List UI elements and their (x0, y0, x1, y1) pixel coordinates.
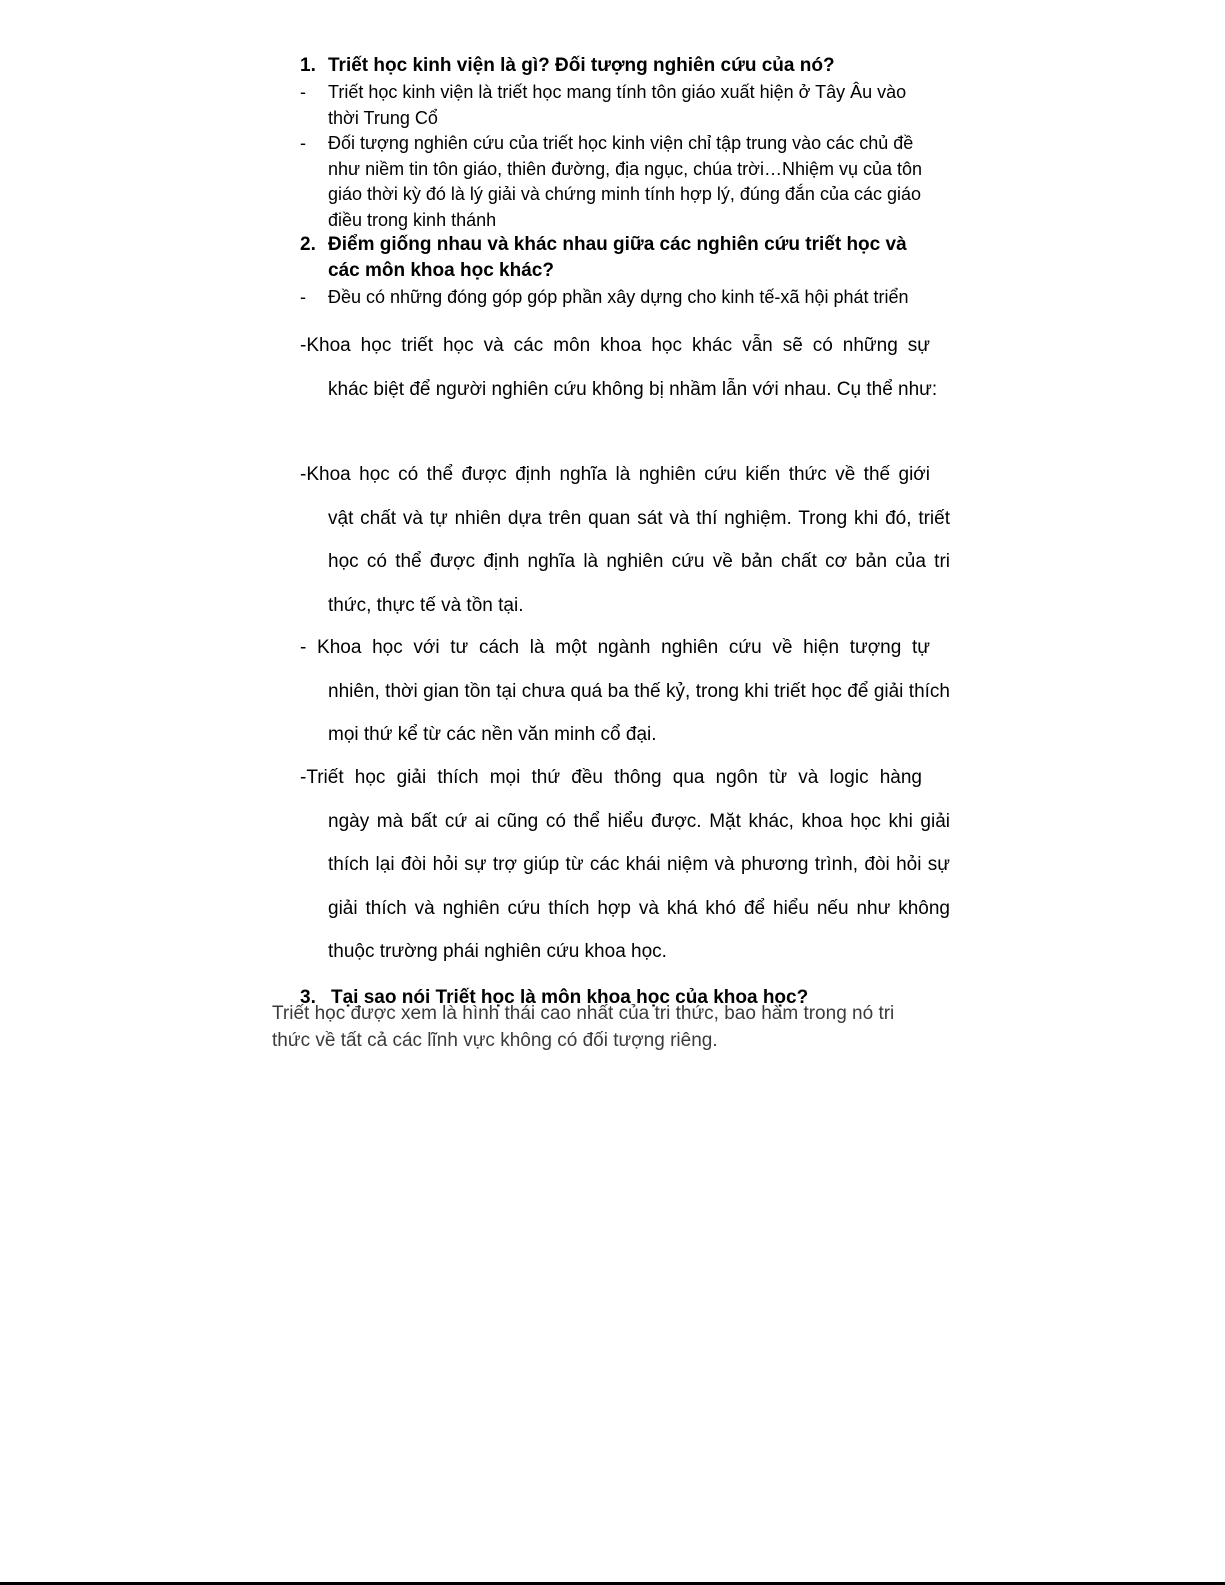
paragraph-continuation: ngày mà bất cứ ai cũng có thể hiểu được. Mặt khác, khoa học khi giải thích lại đòi hỏi sự trợ giúp từ các khái niệm và phương trình, đòi hỏi sự giải thích và nghiên cứu thích hợp và khá khó để hiểu nếu như không thuộc trường phái nghiên cứu khoa học. (328, 810, 950, 963)
question-2-title: Điểm giống nhau và khác nhau giữa các nghiên cứu triết học và các môn khoa học khác? (328, 234, 907, 281)
question-3-answer: Triết học được xem là hình thái cao nhất của tri thức, bao hàm trong nó tri thức về tất cả các lĩnh vực không có đối tượng riêng. (272, 1003, 895, 1051)
q2-paragraph-2 (300, 453, 950, 627)
paragraph-first-line: -Khoa học có thể được định nghĩa là nghiên cứu kiến thức về thế giới (300, 464, 930, 485)
question-1-title: Triết học kinh viện là gì? Đối tượng nghiên cứu của nó? (328, 55, 835, 76)
q2-paragraph-1 (300, 324, 950, 411)
question-3-title: Tại sao nói Triết học là môn khoa học của khoa học? (331, 987, 809, 1008)
bullet-text: Đều có những đóng góp góp phần xây dựng cho kinh tế-xã hội phát triển (328, 287, 909, 307)
paragraph-continuation: nhiên, thời gian tồn tại chưa quá ba thế kỷ, trong khi triết học để giải thích mọi thứ kể từ các nền văn minh cổ đại. (328, 680, 950, 746)
bullet-text: Triết học kinh viện là triết học mang tính tôn giáo xuất hiện ở Tây Âu vào thời Trung Cổ (328, 82, 907, 128)
bullet-dash: - (300, 287, 306, 307)
question-1-number: 1. (300, 55, 316, 76)
paragraph-first-line: -Khoa học triết học và các môn khoa học khác vẫn sẽ có những sự (300, 335, 930, 356)
bullet-text: Đối tượng nghiên cứu của triết học kinh viện chỉ tập trung vào các chủ đề như niềm tin tôn giáo, thiên đường, địa ngục, chúa trời…Nhiệm vụ của tôn giáo thời kỳ đó là lý giải và chứng minh tính hợp lý, đúng đắn của các giáo điều trong kinh thánh (328, 133, 923, 230)
q2-paragraph-4 (300, 756, 950, 974)
question-2-number: 2. (300, 234, 316, 255)
q2-paragraph-3 (300, 626, 950, 757)
bullet-dash: - (300, 82, 306, 102)
paragraph-first-line: - Khoa học với tư cách là một ngành nghiên cứu về hiện tượng tự (300, 637, 930, 658)
paragraph-first-line: -Triết học giải thích mọi thứ đều thông qua ngôn từ và logic hàng (300, 767, 922, 788)
paragraph-continuation: vật chất và tự nhiên dựa trên quan sát và thí nghiệm. Trong khi đó, triết học có thể được định nghĩa là nghiên cứu về bản chất cơ bản của tri thức, thực tế và tồn tại. (328, 507, 950, 616)
bullet-dash: - (300, 133, 306, 153)
question-3-number: 3. (300, 987, 316, 1008)
paragraph-continuation: khác biệt để người nghiên cứu không bị nhầm lẫn với nhau. Cụ thể như: (328, 378, 938, 400)
